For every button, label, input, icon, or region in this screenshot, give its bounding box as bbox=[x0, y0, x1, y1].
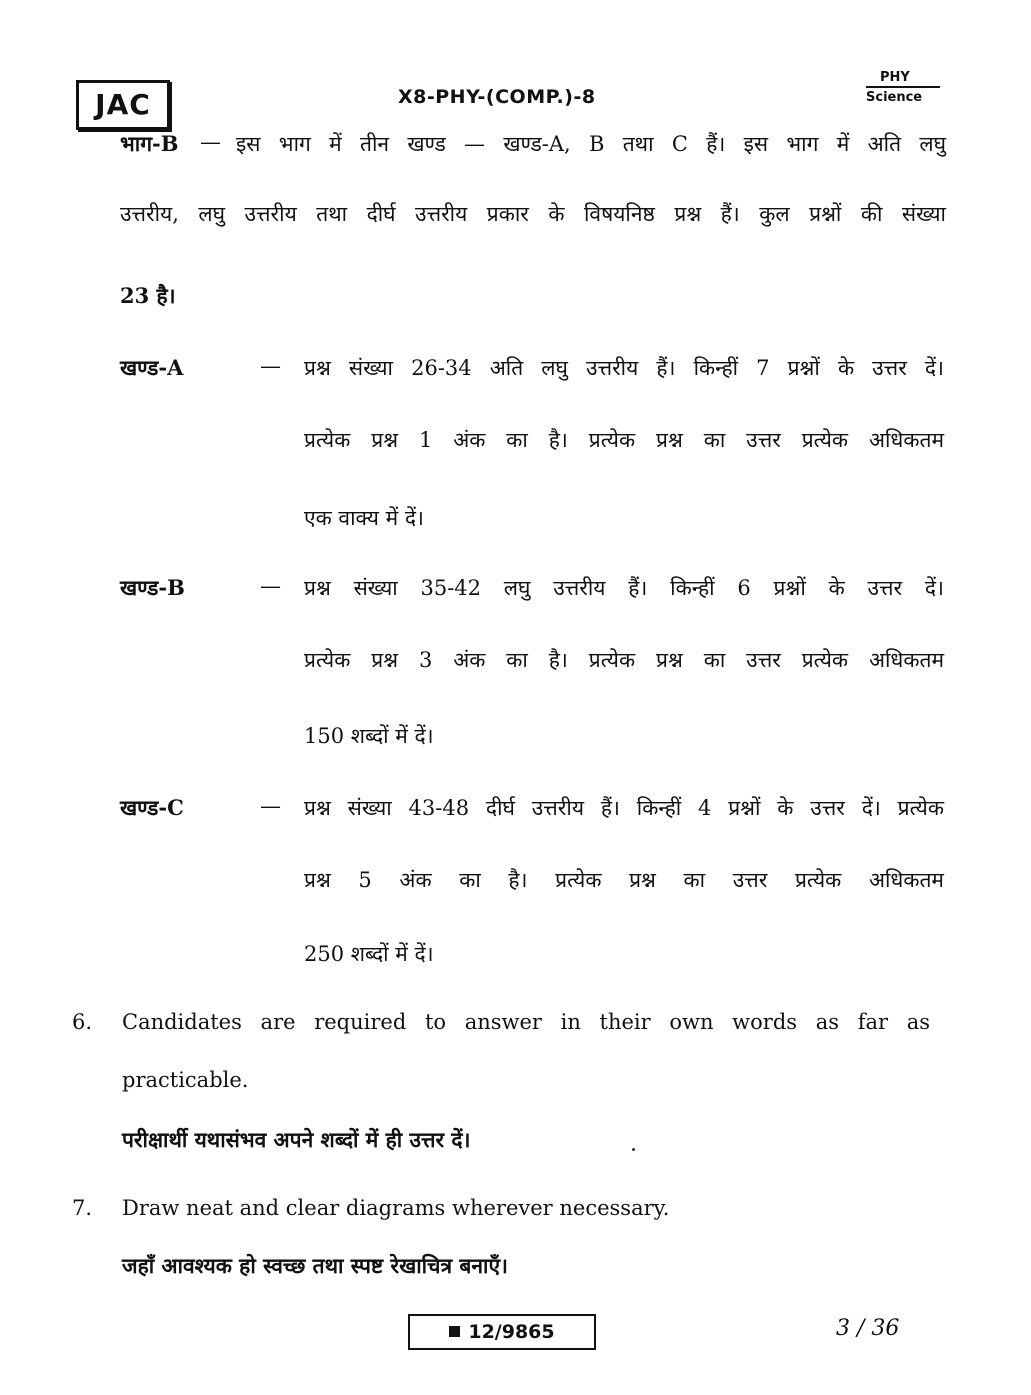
part-b-intro-line3: 23 है। bbox=[120, 283, 176, 308]
section-b-dash: — bbox=[260, 574, 281, 598]
subject-abbr: PHY bbox=[880, 70, 910, 85]
part-b-dash: — bbox=[200, 130, 221, 154]
jac-logo: JAC bbox=[76, 80, 170, 130]
instruction-7-number: 7. bbox=[72, 1196, 93, 1220]
booklet-code-box bbox=[408, 1314, 596, 1350]
section-a-line3: एक वाक्य में दें। bbox=[304, 506, 424, 530]
section-a-line2: प्रत्येक प्रश्न 1 अंक का है। प्रत्येक प्रश्न का उत्तर प्रत्येक अधिकतम bbox=[304, 428, 944, 452]
subject-name: Science bbox=[866, 90, 923, 105]
square-bullet-icon bbox=[449, 1326, 460, 1337]
instruction-6-number: 6. bbox=[72, 1010, 93, 1034]
instruction-6-english-line2: practicable. bbox=[122, 1068, 249, 1092]
page-number: 3 / 36 bbox=[836, 1316, 900, 1341]
instruction-7-english: Draw neat and clear diagrams wherever necessary. bbox=[122, 1196, 670, 1220]
booklet-code: 12/9865 bbox=[468, 1321, 555, 1343]
section-c-label: खण्ड-C bbox=[120, 795, 184, 820]
section-b-line2: प्रत्येक प्रश्न 3 अंक का है। प्रत्येक प्रश्न का उत्तर प्रत्येक अधिकतम bbox=[304, 648, 944, 672]
paper-code: X8-PHY-(COMP.)-8 bbox=[398, 86, 596, 108]
instruction-7-hindi: जहाँ आवश्यक हो स्वच्छ तथा स्पष्ट रेखाचित्र बनाएँ। bbox=[122, 1253, 509, 1278]
part-b-intro-line1: इस भाग में तीन खण्ड — खण्ड-A, B तथा C हैं। इस भाग में अति लघु bbox=[236, 132, 946, 156]
section-c-line2: प्रश्न 5 अंक का है। प्रत्येक प्रश्न का उत्तर प्रत्येक अधिकतम bbox=[304, 868, 944, 892]
section-a-label: खण्ड-A bbox=[120, 355, 184, 380]
speck bbox=[632, 1148, 635, 1151]
part-b-intro-line2: उत्तरीय, लघु उत्तरीय तथा दीर्घ उत्तरीय प्रकार के विषयनिष्ठ प्रश्न हैं। कुल प्रश्नों की संख्या bbox=[120, 202, 946, 226]
section-c-dash: — bbox=[260, 794, 281, 818]
section-b-line1: प्रश्न संख्या 35-42 लघु उत्तरीय हैं। किन्हीं 6 प्रश्नों के उत्तर दें। bbox=[304, 576, 944, 600]
instruction-6-hindi: परीक्षार्थी यथासंभव अपने शब्दों में ही उत्तर दें। bbox=[122, 1127, 471, 1152]
instruction-6-english-line1: Candidates are required to answer in their own words as far as bbox=[122, 1010, 930, 1034]
section-a-line1: प्रश्न संख्या 26-34 अति लघु उत्तरीय हैं। किन्हीं 7 प्रश्नों के उत्तर दें। bbox=[304, 356, 944, 380]
section-b-line3: 150 शब्दों में दें। bbox=[304, 724, 434, 748]
subject-divider bbox=[866, 86, 940, 88]
section-c-line1: प्रश्न संख्या 43-48 दीर्घ उत्तरीय हैं। किन्हीं 4 प्रश्नों के उत्तर दें। प्रत्येक bbox=[304, 796, 944, 820]
section-a-dash: — bbox=[260, 354, 281, 378]
section-b-label: खण्ड-B bbox=[120, 575, 185, 600]
part-b-label: भाग-B bbox=[120, 131, 179, 156]
section-c-line3: 250 शब्दों में दें। bbox=[304, 942, 434, 966]
